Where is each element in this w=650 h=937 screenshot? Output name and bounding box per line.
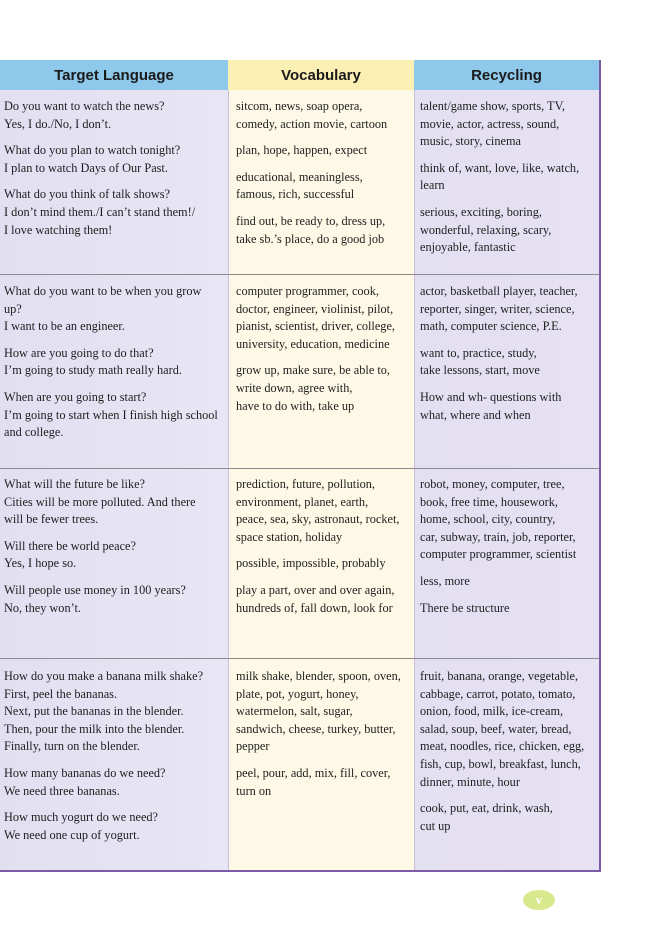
- vocabulary-cell: [236, 668, 412, 809]
- text-line: pepper: [236, 739, 270, 754]
- text-line: Do you want to watch the news?: [4, 99, 165, 113]
- text-group: [420, 668, 596, 791]
- text-line: university, education, medicine: [236, 336, 390, 351]
- text-line: home, school, city, country,: [420, 512, 556, 527]
- text-line: music, story, cinema: [420, 134, 521, 149]
- text-line: possible, impossible, probably: [236, 556, 386, 571]
- text-line: plate, pot, yogurt, honey,: [236, 686, 359, 701]
- text-line: cook, put, eat, drink, wash,: [420, 801, 553, 816]
- text-group: [236, 169, 412, 204]
- text-line: salad, soup, beef, water, bread,: [420, 721, 572, 736]
- text-line: will be fewer trees.: [4, 512, 99, 527]
- text-line: peel, pour, add, mix, fill, cover,: [236, 765, 391, 780]
- text-line: turn on: [236, 783, 272, 798]
- header-target-language: Target Language: [0, 60, 228, 90]
- text-line: talent/game show, sports, TV,: [420, 99, 565, 113]
- text-group: [4, 186, 226, 239]
- text-group: [236, 476, 412, 546]
- text-line: robot, money, computer, tree,: [420, 477, 565, 491]
- text-line: prediction, future, pollution,: [236, 477, 375, 491]
- page-number: v: [523, 890, 555, 910]
- text-line: sandwich, cheese, turkey, butter,: [236, 721, 396, 736]
- text-group: [236, 98, 412, 133]
- text-line: cut up: [420, 818, 451, 833]
- text-line: doctor, engineer, violinist, pilot,: [236, 301, 394, 316]
- text-line: and college.: [4, 425, 64, 440]
- text-line: movie, actor, actress, sound,: [420, 116, 560, 131]
- text-line: space station, holiday: [236, 529, 343, 544]
- text-group: [4, 582, 226, 617]
- recycling-cell: [420, 668, 596, 844]
- text-line: write down, agree with,: [236, 380, 353, 395]
- text-group: [4, 809, 226, 844]
- text-line: How much yogurt do we need?: [4, 810, 159, 825]
- text-group: [420, 345, 596, 380]
- text-line: fish, cup, bowl, breakfast, lunch,: [420, 756, 581, 771]
- text-group: [236, 283, 412, 353]
- text-line: peace, sea, sky, astronaut, rocket,: [236, 512, 400, 527]
- text-line: reporter, singer, writer, science,: [420, 301, 575, 316]
- text-group: [420, 204, 596, 257]
- recycling-cell: [420, 476, 596, 626]
- target-language-cell: [4, 668, 226, 853]
- target-language-cell: [4, 476, 226, 626]
- text-line: fruit, banana, orange, vegetable,: [420, 669, 579, 683]
- text-line: math, computer science, P.E.: [420, 319, 562, 334]
- vocabulary-cell: [236, 283, 412, 424]
- text-line: We need three bananas.: [4, 783, 120, 798]
- text-group: [420, 389, 596, 424]
- text-group: [420, 98, 596, 151]
- text-line: famous, rich, successful: [236, 187, 355, 202]
- row-divider: [0, 274, 599, 275]
- text-line: Next, put the bananas in the blender.: [4, 704, 184, 719]
- text-line: I’m going to start when I finish high school: [4, 407, 218, 422]
- vocabulary-cell: [236, 98, 412, 257]
- text-line: I want to be an engineer.: [4, 319, 125, 334]
- text-line: cabbage, carrot, potato, tomato,: [420, 686, 576, 701]
- text-line: How do you make a banana milk shake?: [4, 669, 204, 683]
- text-line: meat, noodles, rice, chicken, egg,: [420, 739, 585, 754]
- text-line: milk shake, blender, spoon, oven,: [236, 669, 401, 683]
- text-line: take lessons, start, move: [420, 363, 540, 378]
- text-line: When are you going to start?: [4, 389, 147, 404]
- text-line: less, more: [420, 573, 470, 588]
- text-group: [4, 538, 226, 573]
- text-group: [420, 476, 596, 564]
- text-group: [4, 765, 226, 800]
- text-line: car, subway, train, job, reporter,: [420, 529, 576, 544]
- text-group: [4, 345, 226, 380]
- text-line: Yes, I do./No, I don’t.: [4, 116, 112, 131]
- text-line: sitcom, news, soap opera,: [236, 99, 363, 113]
- text-line: Will people use money in 100 years?: [4, 582, 186, 597]
- text-line: actor, basketball player, teacher,: [420, 284, 578, 298]
- text-group: [236, 142, 412, 160]
- text-line: enjoyable, fantastic: [420, 240, 516, 255]
- column-divider: [414, 90, 415, 870]
- recycling-cell: [420, 283, 596, 433]
- text-group: [420, 600, 596, 618]
- text-group: [4, 389, 226, 442]
- text-line: play a part, over and over again,: [236, 582, 395, 597]
- text-group: [420, 800, 596, 835]
- text-line: up?: [4, 301, 22, 316]
- text-line: wonderful, relaxing, scary,: [420, 222, 552, 237]
- text-line: learn: [420, 178, 445, 193]
- text-group: [4, 283, 226, 336]
- text-line: environment, planet, earth,: [236, 494, 369, 509]
- text-line: serious, exciting, boring,: [420, 204, 542, 219]
- text-line: take sb.’s place, do a good job: [236, 231, 385, 246]
- text-line: Cities will be more polluted. And there: [4, 494, 196, 509]
- header-recycling: Recycling: [414, 60, 599, 90]
- text-line: computer programmer, scientist: [420, 547, 577, 562]
- text-line: First, peel the bananas.: [4, 686, 118, 701]
- text-line: grow up, make sure, be able to,: [236, 363, 391, 378]
- text-group: [420, 283, 596, 336]
- row-divider: [0, 468, 599, 469]
- text-line: How many bananas do we need?: [4, 765, 166, 780]
- text-line: What do you want to be when you grow: [4, 284, 202, 298]
- column-divider: [228, 90, 229, 870]
- text-line: Then, pour the milk into the blender.: [4, 721, 185, 736]
- target-language-cell: [4, 283, 226, 451]
- text-line: No, they won’t.: [4, 600, 81, 615]
- text-line: hundreds of, fall down, look for: [236, 600, 393, 615]
- text-line: What do you plan to watch tonight?: [4, 143, 181, 158]
- text-group: [4, 476, 226, 529]
- text-line: find out, be ready to, dress up,: [236, 213, 386, 228]
- text-group: [4, 668, 226, 756]
- text-line: There be structure: [420, 600, 510, 615]
- text-group: [236, 582, 412, 617]
- text-line: what, where and when: [420, 407, 531, 422]
- text-line: How and wh- questions with: [420, 389, 562, 404]
- text-line: I’m going to study math really hard.: [4, 363, 182, 378]
- text-line: think of, want, love, like, watch,: [420, 160, 580, 175]
- syllabus-table: [0, 60, 601, 872]
- text-line: What do you think of talk shows?: [4, 187, 170, 202]
- text-line: I don’t mind them./I can’t stand them!/: [4, 204, 196, 219]
- text-group: [236, 362, 412, 415]
- text-line: have to do with, take up: [236, 398, 355, 413]
- text-line: What will the future be like?: [4, 477, 146, 491]
- text-line: book, free time, housework,: [420, 494, 558, 509]
- text-line: Yes, I hope so.: [4, 556, 77, 571]
- text-line: pianist, scientist, driver, college,: [236, 319, 395, 334]
- vocabulary-cell: [236, 476, 412, 626]
- text-line: plan, hope, happen, expect: [236, 143, 368, 158]
- text-line: Finally, turn on the blender.: [4, 739, 140, 754]
- text-line: watermelon, salt, sugar,: [236, 704, 353, 719]
- header-vocabulary: Vocabulary: [228, 60, 414, 90]
- recycling-cell: [420, 98, 596, 266]
- text-group: [236, 668, 412, 756]
- text-line: comedy, action movie, cartoon: [236, 116, 388, 131]
- text-group: [236, 765, 412, 800]
- text-line: educational, meaningless,: [236, 169, 363, 184]
- text-line: How are you going to do that?: [4, 345, 154, 360]
- text-line: We need one cup of yogurt.: [4, 827, 140, 842]
- text-group: [4, 142, 226, 177]
- row-divider: [0, 658, 599, 659]
- text-group: [420, 160, 596, 195]
- text-line: Will there be world peace?: [4, 538, 136, 553]
- text-line: dinner, minute, hour: [420, 774, 520, 789]
- target-language-cell: [4, 98, 226, 248]
- text-line: want to, practice, study,: [420, 345, 537, 360]
- text-line: onion, food, milk, ice-cream,: [420, 704, 564, 719]
- text-group: [420, 573, 596, 591]
- text-group: [236, 555, 412, 573]
- text-line: computer programmer, cook,: [236, 284, 379, 298]
- text-group: [4, 98, 226, 133]
- text-line: I plan to watch Days of Our Past.: [4, 160, 168, 175]
- text-group: [236, 213, 412, 248]
- text-line: I love watching them!: [4, 222, 113, 237]
